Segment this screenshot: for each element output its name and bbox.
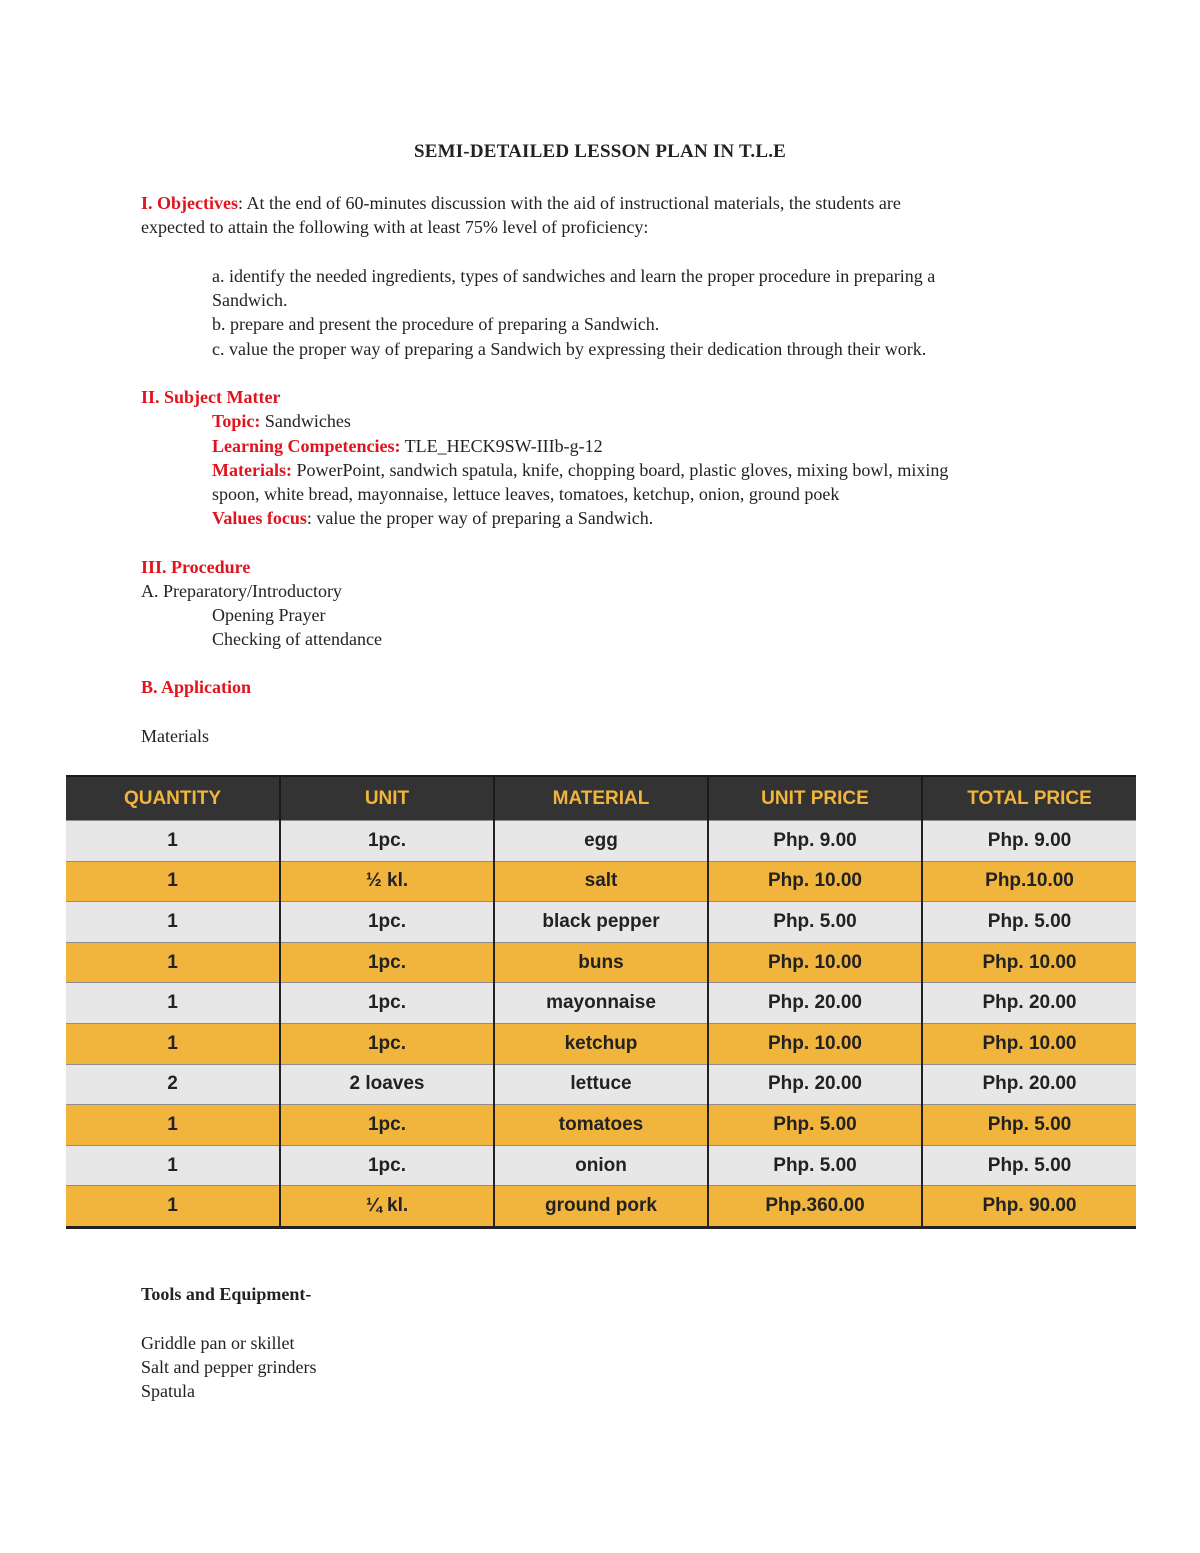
cell-total-price: Php. 20.00 — [922, 1064, 1136, 1105]
tool-item: Salt and pepper grinders — [141, 1357, 317, 1377]
cell-quantity: 1 — [66, 983, 280, 1024]
topic-value: Sandwiches — [260, 411, 351, 431]
table-row — [66, 1105, 1136, 1146]
cell-unit: 1pc. — [280, 821, 494, 862]
cell-total-price: Php. 5.00 — [922, 1105, 1136, 1146]
materials-line-cont: spoon, white bread, mayonnaise, lettuce leaves, tomatoes, ketchup, onion, ground poek — [212, 484, 840, 504]
table-row — [66, 1064, 1136, 1105]
opening-prayer: Opening Prayer — [212, 605, 326, 625]
table-row — [66, 902, 1136, 943]
cell-unit: 1pc. — [280, 1023, 494, 1064]
cell-quantity: 1 — [66, 861, 280, 902]
preparatory-heading: A. Preparatory/Introductory — [141, 581, 342, 601]
cell-unit-price: Php.360.00 — [708, 1186, 922, 1228]
cell-material: egg — [494, 821, 708, 862]
cell-unit: 1pc. — [280, 942, 494, 983]
objective-c: c. value the proper way of preparing a Sandwich by expressing their dedication through their work. — [212, 339, 927, 359]
subject-matter-label: II. Subject Matter — [141, 387, 281, 407]
cell-quantity: 1 — [66, 1186, 280, 1228]
cell-material: ground pork — [494, 1186, 708, 1228]
cell-material: salt — [494, 861, 708, 902]
header-quantity: QUANTITY — [66, 776, 280, 821]
cell-total-price: Php. 5.00 — [922, 902, 1136, 943]
cell-unit-price: Php. 20.00 — [708, 983, 922, 1024]
procedure-label: III. Procedure — [141, 557, 251, 577]
header-total-price: TOTAL PRICE — [922, 776, 1136, 821]
cell-total-price: Php. 10.00 — [922, 942, 1136, 983]
cell-quantity: 1 — [66, 942, 280, 983]
cell-unit: 2 loaves — [280, 1064, 494, 1105]
cell-unit: 1pc. — [280, 902, 494, 943]
header-unit: UNIT — [280, 776, 494, 821]
cell-quantity: 1 — [66, 1023, 280, 1064]
cell-unit: ¼ kl. — [280, 1186, 494, 1228]
cell-total-price: Php. 9.00 — [922, 821, 1136, 862]
cell-unit: 1pc. — [280, 1145, 494, 1186]
competencies-line — [212, 434, 603, 458]
table-header-row — [66, 776, 1136, 821]
table-body — [66, 821, 1136, 1228]
materials-table — [66, 775, 1136, 1229]
materials-value: PowerPoint, sandwich spatula, knife, chopping board, plastic gloves, mixing bowl, mixing — [291, 460, 949, 480]
cell-material: onion — [494, 1145, 708, 1186]
objectives-label: I. Objectives — [141, 193, 238, 213]
cell-quantity: 1 — [66, 821, 280, 862]
objective-a-cont: Sandwich. — [212, 290, 288, 310]
header-unit-price: UNIT PRICE — [708, 776, 922, 821]
table-row — [66, 1186, 1136, 1228]
cell-unit-price: Php. 5.00 — [708, 1105, 922, 1146]
cell-quantity: 1 — [66, 1105, 280, 1146]
table-row — [66, 861, 1136, 902]
cell-unit-price: Php. 5.00 — [708, 902, 922, 943]
table-row — [66, 983, 1136, 1024]
cell-material: ketchup — [494, 1023, 708, 1064]
header-material: MATERIAL — [494, 776, 708, 821]
checking-attendance: Checking of attendance — [212, 629, 382, 649]
materials-line — [212, 458, 948, 482]
tool-item: Spatula — [141, 1381, 195, 1401]
application-label: B. Application — [141, 677, 252, 697]
competencies-label: Learning Competencies: — [212, 436, 401, 456]
cell-quantity: 1 — [66, 902, 280, 943]
topic-label: Topic: — [212, 411, 261, 431]
cell-material: mayonnaise — [494, 983, 708, 1024]
table-row — [66, 821, 1136, 862]
cell-total-price: Php. 5.00 — [922, 1145, 1136, 1186]
cell-unit-price: Php. 9.00 — [708, 821, 922, 862]
cell-unit-price: Php. 20.00 — [708, 1064, 922, 1105]
cell-total-price: Php.10.00 — [922, 861, 1136, 902]
cell-material: tomatoes — [494, 1105, 708, 1146]
cell-material: buns — [494, 942, 708, 983]
objectives-intro — [141, 191, 901, 215]
cell-unit: 1pc. — [280, 983, 494, 1024]
cell-material: lettuce — [494, 1064, 708, 1105]
cell-unit-price: Php. 10.00 — [708, 942, 922, 983]
cell-material: black pepper — [494, 902, 708, 943]
cell-quantity: 1 — [66, 1145, 280, 1186]
cell-unit-price: Php. 10.00 — [708, 1023, 922, 1064]
objectives-intro-cont: expected to attain the following with at least 75% level of proficiency: — [141, 217, 649, 237]
document-title: SEMI-DETAILED LESSON PLAN IN T.L.E — [413, 141, 787, 162]
cell-quantity: 2 — [66, 1064, 280, 1105]
table-row — [66, 1023, 1136, 1064]
competencies-value: TLE_HECK9SW-IIIb-g-12 — [400, 436, 603, 456]
cell-total-price: Php. 20.00 — [922, 983, 1136, 1024]
materials-heading: Materials — [141, 726, 209, 746]
values-line — [212, 506, 653, 530]
cell-total-price: Php. 90.00 — [922, 1186, 1136, 1228]
cell-unit-price: Php. 10.00 — [708, 861, 922, 902]
objective-a: a. identify the needed ingredients, types of sandwiches and learn the proper procedure in preparing a — [212, 266, 936, 286]
objectives-intro-text: : At the end of 60-minutes discussion with the aid of instructional materials, the students are — [237, 193, 901, 213]
cell-total-price: Php. 10.00 — [922, 1023, 1136, 1064]
cell-unit-price: Php. 5.00 — [708, 1145, 922, 1186]
table-row — [66, 942, 1136, 983]
cell-unit: ½ kl. — [280, 861, 494, 902]
tool-item: Griddle pan or skillet — [141, 1333, 295, 1353]
materials-label: Materials: — [212, 460, 292, 480]
topic-line — [212, 409, 351, 433]
values-value: : value the proper way of preparing a Sandwich. — [306, 508, 654, 528]
table-row — [66, 1145, 1136, 1186]
tools-heading: Tools and Equipment- — [141, 1284, 312, 1304]
values-label: Values focus — [212, 508, 307, 528]
objective-b: b. prepare and present the procedure of preparing a Sandwich. — [212, 314, 660, 334]
cell-unit: 1pc. — [280, 1105, 494, 1146]
